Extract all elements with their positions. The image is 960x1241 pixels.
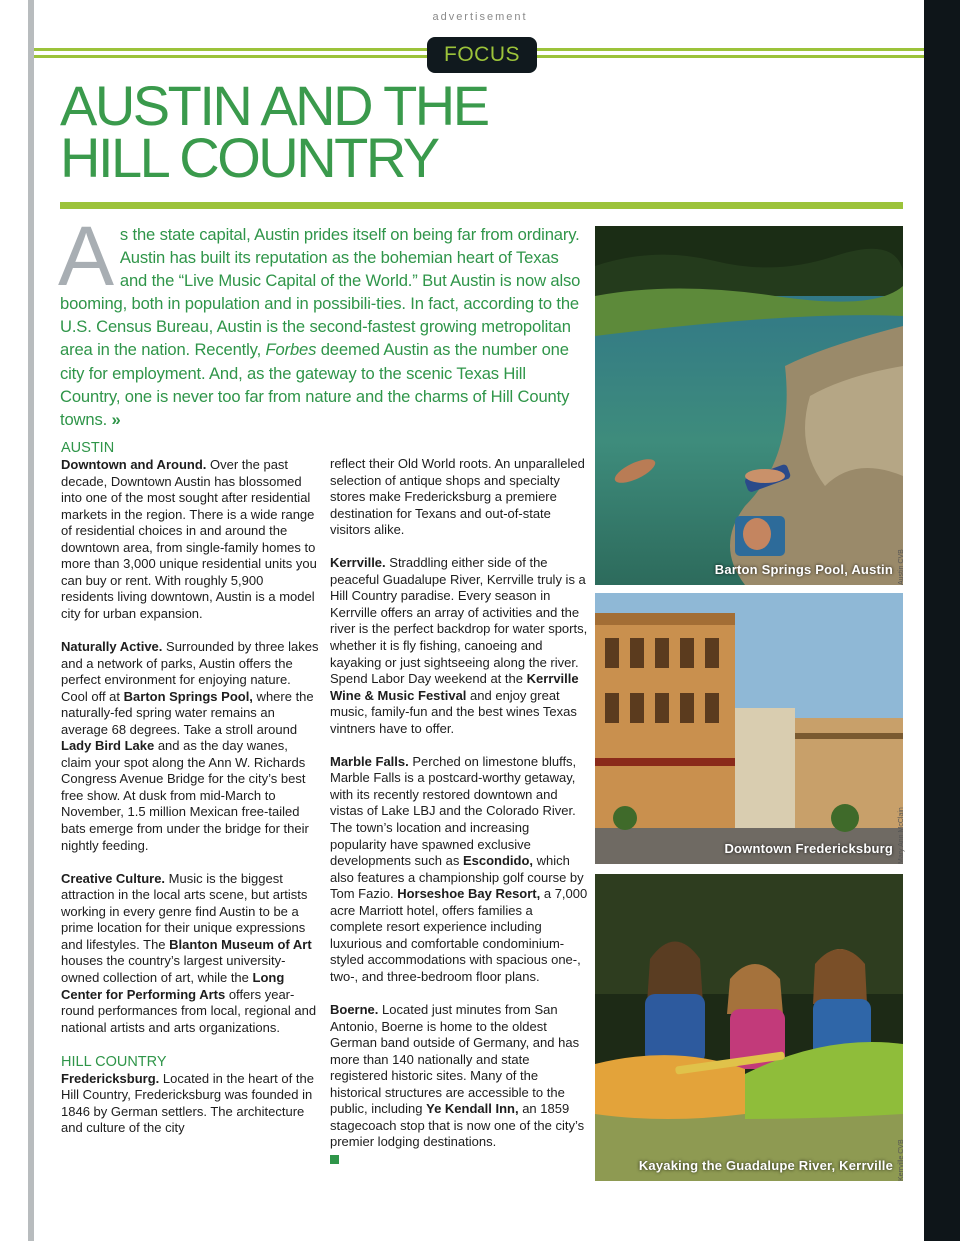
title-line-2: HILL COUNTRY [60,126,438,189]
section-heading-austin: AUSTIN [61,440,115,456]
drop-cap: A [58,209,114,303]
paragraph-marble-falls: Marble Falls. Perched on limestone bluffs, Marble Falls is a postcard-worthy getaway, with its recently restored downtown and vistas of Lake LBJ and the Colorado River. The town’s location and increasing popularity have spawned exclusive developments such as Escondido, which also features a championship golf course by Tom Fazio. Horseshoe Bay Resort, a 7,000 acre Marriott hotel, offers families a complete resort experience including luxurious and comfortable condominium-styled accommodations with spacious one-, two-, and three-bedroom floor plans. [330,753,588,984]
photo-barton-springs [595,226,903,585]
photo-credit-kerrville-cvb: Kerrville CVB [898,1139,905,1181]
photo-caption-fredericksburg: Downtown Fredericksburg [724,841,893,856]
photo-credit-austin-cvb: Austin CVB [898,549,905,585]
title-underline-bar [60,202,903,209]
section-heading-hill-country: HILL COUNTRY [61,1053,167,1070]
intro-paragraph [58,209,585,431]
end-of-article-mark [330,1155,339,1164]
left-margin-rule [28,0,34,1241]
paragraph-downtown: Downtown and Around. Over the past decade, Downtown Austin has blossomed into one of the most sought after residential markets in the region. There is a wide range of residential choices in and around the downtown area, from single-family homes to more than 3,000 unique residential units you can buy or rent. With roughly 5,900 residents living downtown, Austin is a model city for urban expansion. [61,457,317,621]
advertisement-label: advertisement [432,11,528,23]
continue-arrow-icon: » [111,409,121,429]
kayaking-illustration [595,874,903,1181]
photo-credit-mary-ann-mcclain: Mary Ann McClain [898,807,905,864]
article-column-2 [330,456,588,1169]
intro-text-end: deemed Austin as the number one city for employment. And, as the gateway to the scenic Texas Hill Country, one is never too far from nature and the charms of Hill County towns. [60,340,570,429]
photo-caption-barton-springs: Barton Springs Pool, Austin [714,562,893,577]
photo-kayaking-guadalupe [595,874,903,1181]
paragraph-fredericksburg: Fredericksburg. Located in the heart of the Hill Country, Fredericksburg was founded in 1846 by German settlers. The architecture and culture of the city [61,1070,314,1136]
barton-springs-illustration [595,226,903,585]
intro-text-start: s the state capital, Austin prides itself on being far from ordinary. Austin has built its reputation as the bohemian heart of Texas and the “Live Music Capital of the World.” But Austin is now also booming, both in population and in possibili-ties. In fact, according to the U.S. Census Bureau, Austin is the second-fastest growing metropolitan area in the nation. Recently, [60,225,581,360]
photo-downtown-fredericksburg [595,593,903,864]
paragraph-fredericksburg-continued: reflect their Old World roots. An unparalleled selection of antique shops and specialty stores make Fredericksburg a premiere destination for Texans and out-of-state visitors alike. [330,456,585,538]
page-edge-strip [924,0,960,1241]
fredericksburg-illustration [595,593,903,864]
article-column-1 [61,439,319,1137]
intro-forbes: Forbes [265,340,317,360]
paragraph-creative-culture: Creative Culture. Music is the biggest attraction in the local arts scene, but artists working in every genre find Austin to be a prime location for their unique expressions and lifestyles. The Blanton Museum of Art houses the country’s largest university-owned collection of art, while the Long Center for Performing Arts offers year-round performances from local, regional and national artists and arts organizations. [61,870,317,1035]
paragraph-naturally-active: Naturally Active. Surrounded by three lakes and a network of parks, Austin offers the perfect environment for enjoying nature. Cool off at Barton Springs Pool, where the naturally-fed spring water remains an average 68 degrees. Take a stroll around Lady Bird Lake and as the day wanes, claim your spot along the Ann W. Richards Congress Avenue Bridge for the city’s best free show. At dusk from mid-March to November, 1.5 million Mexican free-tailed bats emerge from under the bridge for their nightly feeding. [61,639,319,853]
focus-tab: FOCUS [427,37,537,73]
paragraph-boerne: Boerne. Located just minutes from San Antonio, Boerne is home to the oldest German band outside of Germany, and has more than 140 nationally and state registered historic sites. Many of the historical structures are accessible to the public, including Ye Kendall Inn, an 1859 stagecoach stop that is now one of the city’s premier lodging destinations. [330,1002,585,1150]
page-title [60,74,600,189]
paragraph-kerrville: Kerrville. Straddling either side of the peaceful Guadalupe River, Kerrville truly is a Hill Country paradise. Every season in Kerrville offers an array of activities and the river is the perfect backdrop for water sports, whether it is fly fishing, canoeing and kayaking or just sightseeing along the river. Spend Labor Day weekend at the Kerrville Wine & Music Festival and enjoy great music, family-fun and the best wines Texas vintners have to offer. [330,555,588,736]
photo-caption-kayaking: Kayaking the Guadalupe River, Kerrville [638,1158,893,1173]
title-line-1: AUSTIN AND THE [60,74,488,137]
